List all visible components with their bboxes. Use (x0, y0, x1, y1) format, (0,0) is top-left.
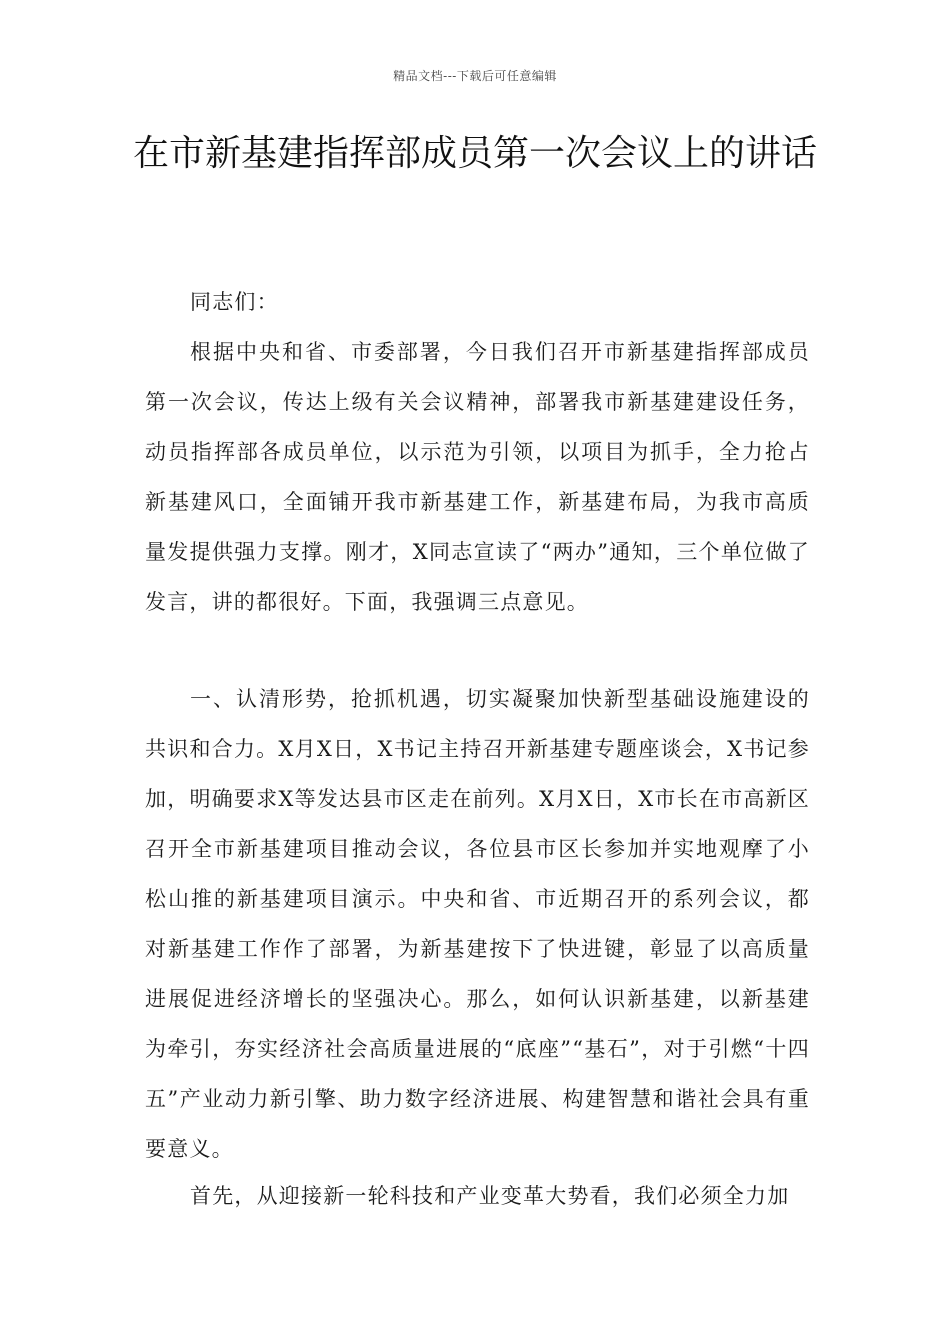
paragraph-section-one: 一、认清形势，抢抓机遇，切实凝聚加快新型基础设施建设的共识和合力。X月X日，X书记主持召开新基建专题座谈会，X书记参加，明确要求X等发达县市区走在前列。X月X日，X市长在市高新区召开全市新基建项目推动会议，各位县市区长参加并实地观摩了小松山推的新基建项目演示。中央和省、市近期召开的系列会议，都对新基建工作作了部署，为新基建按下了快进键，彰显了以高质量进展促进经济增长的坚强决心。那么，如何认识新基建，以新基建为牵引，夯实经济社会高质量进展的“底座”“基石”，对于引燃“十四五”产业动力新引擎、助力数字经济进展、构建智慧和谐社会具有重要意义。 (145, 687, 810, 1161)
header-note: 精品文档---下载后可任意编辑 (393, 69, 557, 83)
document-title: 在市新基建指挥部成员第一次会议上的讲话 (132, 133, 817, 174)
paragraph-intro: 根据中央和省、市委部署，今日我们召开市新基建指挥部成员第一次会议，传达上级有关会议精神，部署我市新基建建设任务，动员指挥部各成员单位，以示范为引领，以项目为抓手，全力抢占新基建风口，全面铺开我市新基建工作，新基建布局，为我市高质量发提供强力支撑。刚才，X同志宣读了“两办”通知，三个单位做了发言，讲的都很好。下面，我强调三点意见。 (145, 340, 810, 614)
salutation: 同志们： (190, 290, 279, 314)
paragraph-first-point: 首先，从迎接新一轮科技和产业变革大势看，我们必须全力加 (190, 1184, 790, 1208)
